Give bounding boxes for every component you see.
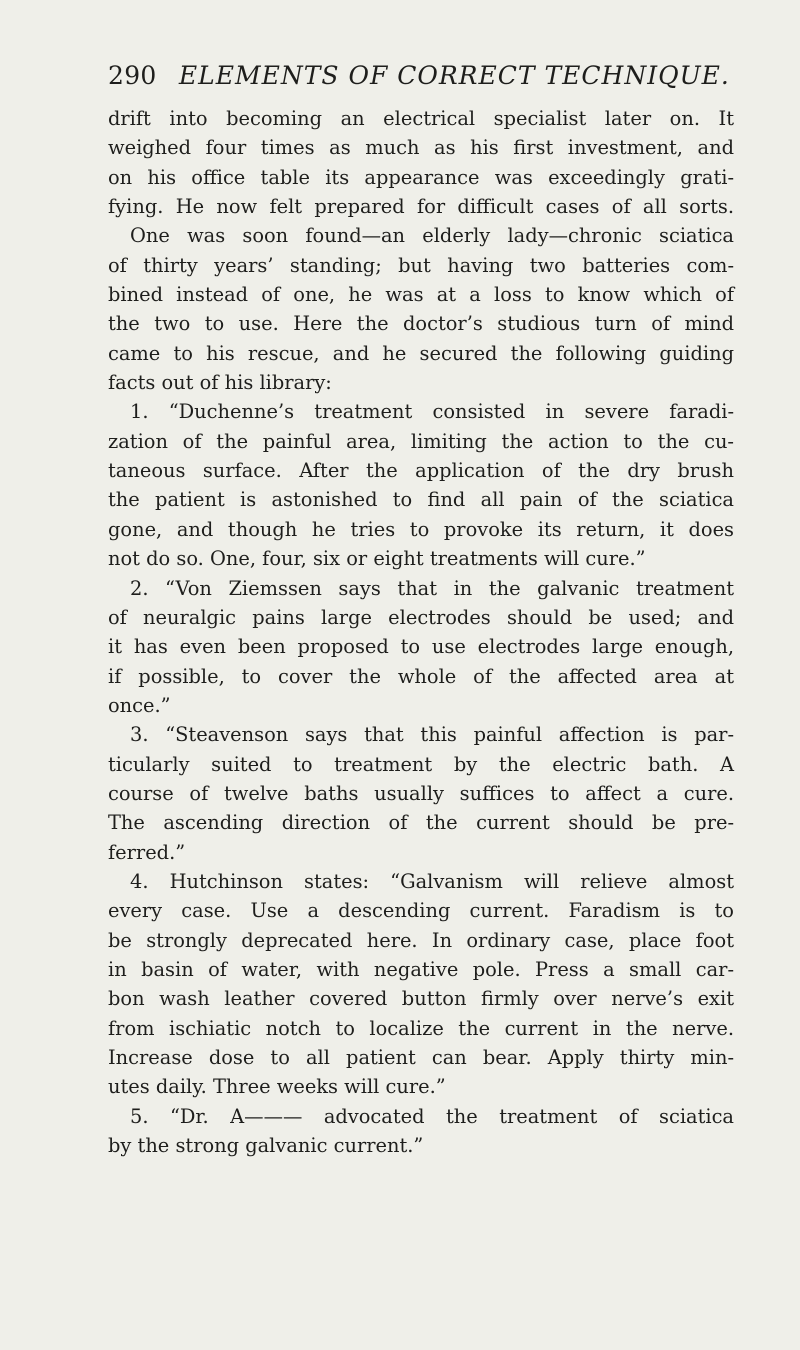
text-line: The ascending direction of the current should be pre- [108, 811, 734, 835]
text-line: 3. “Steavenson says that this painful affection is par- [130, 723, 734, 747]
text-line: once.” [108, 693, 171, 717]
text-line: be strongly deprecated here. In ordinary case, place foot [108, 928, 734, 952]
text-line: not do so. One, four, six or eight treatments will cure.” [108, 547, 646, 571]
text-line: weighed four times as much as his first investment, and [108, 136, 734, 160]
page-number: 290 [108, 61, 157, 90]
text-line: drift into becoming an electrical specialist later on. It [108, 107, 734, 130]
text-line: zation of the painful area, limiting the action to the cu- [108, 429, 734, 453]
text-line: the patient is astonished to find all pain of the sciatica [108, 488, 734, 512]
text-line: bon wash leather covered button firmly over nerve’s exit [108, 987, 734, 1011]
text-line: fying. He now felt prepared for difficult cases of all sorts. [108, 195, 734, 219]
running-head-title: ELEMENTS OF CORRECT TECHNIQUE. [178, 61, 730, 90]
text-line: of neuralgic pains large electrodes should be used; and [108, 605, 734, 629]
body-text [108, 104, 734, 1160]
text-line: came to his rescue, and he secured the following guiding [108, 341, 734, 365]
text-line: bined instead of one, he was at a loss to know which of [108, 283, 734, 307]
text-line: course of twelve baths usually suffices to affect a cure. [108, 781, 734, 805]
text-line: in basin of water, with negative pole. Press a small car- [108, 957, 734, 981]
text-line: ferred.” [108, 840, 186, 864]
text-line: 4. Hutchinson states: “Galvanism will relieve almost [130, 869, 734, 893]
text-line: 2. “Von Ziemssen says that in the galvanic treatment [130, 576, 734, 600]
text-line: 5. “Dr. A——— advocated the treatment of sciatica [130, 1104, 734, 1128]
text-line: every case. Use a descending current. Faradism is to [108, 899, 734, 923]
text-line: from ischiatic notch to localize the current in the nerve. [108, 1016, 734, 1040]
text-line: by the strong galvanic current.” [108, 1134, 424, 1158]
running-head [108, 58, 734, 94]
text-line: Increase dose to all patient can bear. Apply thirty min- [108, 1046, 734, 1069]
text-line: of thirty years’ standing; but having two batteries com- [108, 253, 734, 277]
text-line: 1. “Duchenne’s treatment consisted in severe faradi- [130, 400, 734, 424]
text-line: if possible, to cover the whole of the affected area at [108, 664, 734, 688]
text-line: facts out of his library: [108, 371, 332, 395]
text-line: taneous surface. After the application of the dry brush [108, 459, 734, 483]
text-line: ticularly suited to treatment by the electric bath. A [108, 752, 734, 776]
text-line: the two to use. Here the doctor’s studious turn of mind [108, 312, 734, 336]
text-line: it has even been proposed to use electrodes large enough, [108, 635, 734, 659]
book-page [108, 58, 734, 1160]
text-line: on his office table its appearance was exceedingly grati- [108, 165, 734, 189]
text-line: gone, and though he tries to provoke its return, it does [108, 517, 734, 541]
text-line: utes daily. Three weeks will cure.” [108, 1075, 446, 1099]
text-line: One was soon found—an elderly lady—chronic sciatica [130, 224, 734, 248]
